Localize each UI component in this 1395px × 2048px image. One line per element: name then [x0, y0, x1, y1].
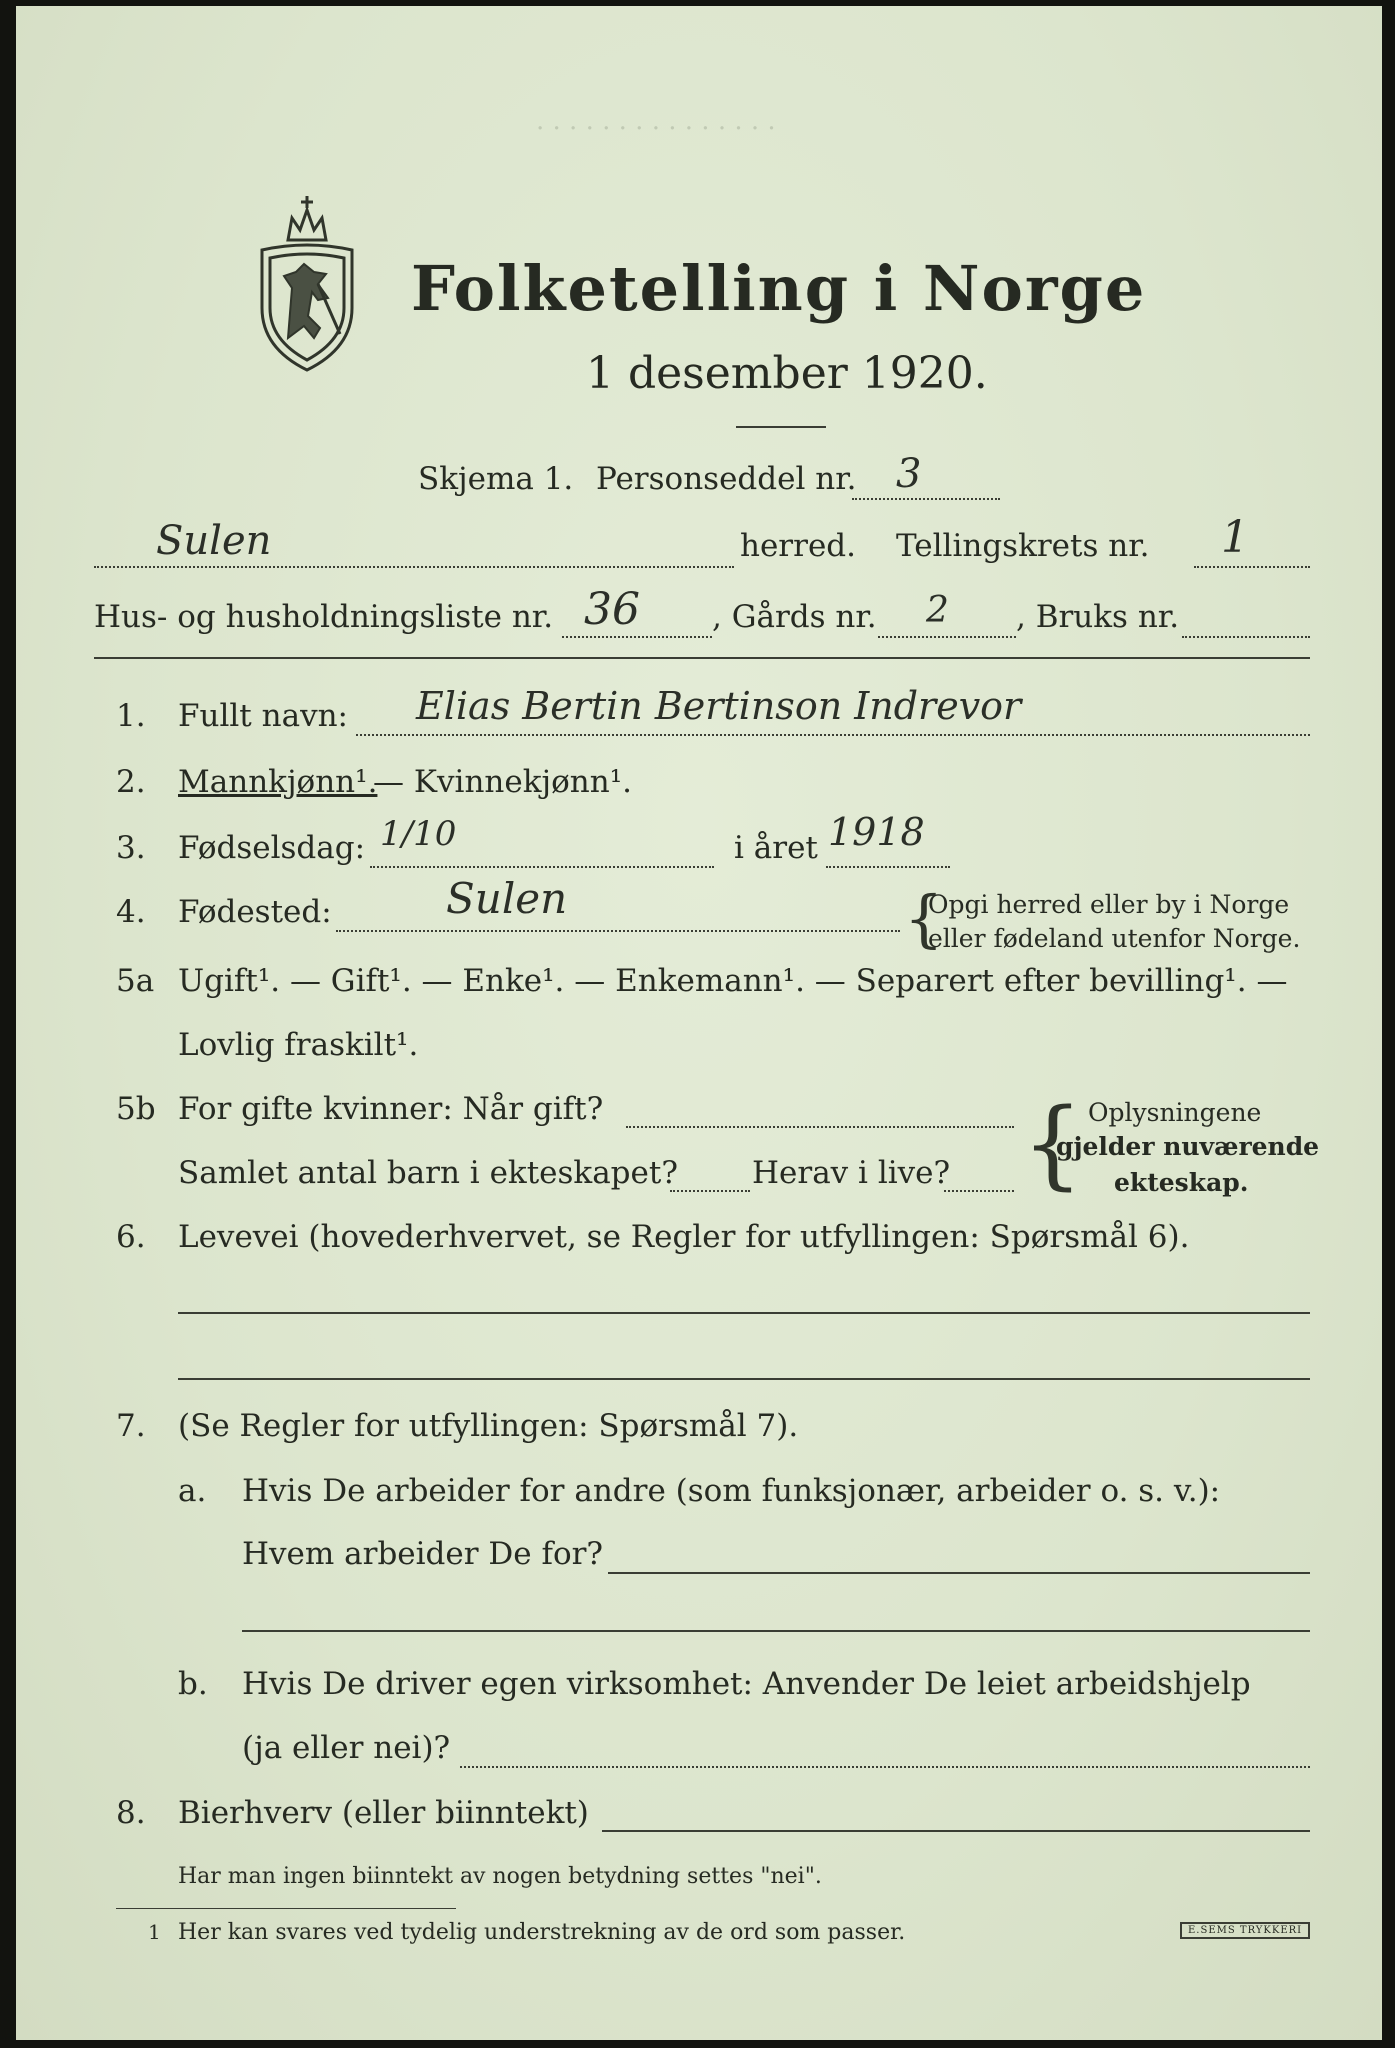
- q7b-number: b.: [178, 1666, 208, 1702]
- q6-answer-line2: [178, 1378, 1310, 1380]
- q8-number: 8.: [116, 1795, 146, 1831]
- q6-answer-line1: [178, 1312, 1310, 1314]
- q4-brace: {: [904, 882, 944, 955]
- herred-line: [94, 566, 734, 568]
- q6-text: Levevei (hovederhvervet, se Regler for utfyllingen: Spørsmål 6).: [178, 1219, 1190, 1255]
- q5b-brace: {: [1022, 1088, 1084, 1200]
- q5b-alive: Herav i live?: [752, 1155, 951, 1191]
- q6-number: 6.: [116, 1219, 146, 1255]
- q8-text: Bierhverv (eller biinntekt): [178, 1795, 589, 1831]
- gards-label: , Gårds nr.: [712, 599, 877, 635]
- q1-number: 1.: [116, 698, 146, 734]
- q1-label: Fullt navn:: [178, 698, 348, 734]
- q8-answer-line: [602, 1830, 1310, 1832]
- q5b-note-line1: Oplysningene: [1088, 1098, 1262, 1127]
- q3-year-line: [826, 866, 950, 868]
- footnote-number: 1: [148, 1920, 161, 1944]
- q7a-text: Hvis De arbeider for andre (som funksjonær, arbeider o. s. v.):: [242, 1473, 1221, 1509]
- personseddel-label: Personseddel nr.: [596, 461, 857, 497]
- q5a-options-cont: Lovlig fraskilt¹.: [178, 1027, 419, 1063]
- tellingskrets-label: Tellingskrets nr.: [896, 528, 1150, 564]
- header-divider: [94, 657, 1310, 659]
- gards-value: 2: [926, 590, 949, 631]
- herred-value: Sulen: [156, 518, 272, 564]
- q5b-children-line: [670, 1190, 750, 1192]
- q5a-options: Ugift¹. — Gift¹. — Enke¹. — Enkemann¹. — Separert efter bevilling¹. —: [178, 963, 1288, 999]
- q3-number: 3.: [116, 830, 146, 866]
- norway-coat-of-arms-icon: [248, 188, 366, 378]
- q5b-note-line3: ekteskap.: [1114, 1168, 1249, 1197]
- hus-line: [562, 636, 712, 638]
- q1-line: [356, 734, 1310, 736]
- form-date: 1 desember 1920.: [586, 348, 988, 399]
- q5b-married: For gifte kvinner: Når gift?: [178, 1091, 604, 1127]
- q4-label: Fødested:: [178, 894, 332, 930]
- printer-stamp: E.SEMS TRYKKERI: [1180, 1922, 1310, 1939]
- q7-number: 7.: [116, 1408, 146, 1444]
- footer-note: Har man ingen biinntekt av nogen betydning settes "nei".: [178, 1864, 822, 1889]
- q5b-children: Samlet antal barn i ekteskapet?: [178, 1155, 678, 1191]
- q3-label: Fødselsdag:: [178, 830, 366, 866]
- footnote-text: Her kan svares ved tydelig understrekning av de ord som passer.: [178, 1920, 906, 1945]
- q2-number: 2.: [116, 764, 146, 800]
- herred-label: herred.: [740, 528, 856, 564]
- q2-male: Mannkjønn¹.: [178, 764, 378, 800]
- bruks-line: [1182, 636, 1310, 638]
- q7b-text: Hvis De driver egen virksomhet: Anvender De leiet arbeidshjelp: [242, 1666, 1251, 1702]
- q7b-question: (ja eller nei)?: [242, 1730, 451, 1766]
- hus-value: 36: [584, 584, 640, 635]
- q5b-married-line: [626, 1126, 1014, 1128]
- q7a-question: Hvem arbeider De for?: [242, 1536, 604, 1572]
- title-divider: [736, 426, 826, 428]
- tellingskrets-line: [1194, 566, 1310, 568]
- footnote-divider: [116, 1908, 456, 1909]
- q4-value: Sulen: [446, 874, 568, 923]
- skjema-label: Skjema 1.: [418, 461, 574, 497]
- q5b-number: 5b: [116, 1091, 156, 1127]
- q4-number: 4.: [116, 894, 146, 930]
- q5a-number: 5a: [116, 963, 155, 999]
- q4-line: [336, 930, 900, 932]
- q7-text: (Se Regler for utfyllingen: Spørsmål 7).: [178, 1408, 799, 1444]
- q3-day: 1/10: [380, 814, 457, 854]
- q7a-answer-line2: [242, 1630, 1310, 1632]
- q3-year-label: i året: [734, 830, 818, 866]
- q4-note-line1: Opgi herred eller by i Norge: [928, 890, 1290, 919]
- q2-female: — Kvinnekjønn¹.: [373, 764, 632, 800]
- gards-line: [878, 636, 1016, 638]
- census-form: [16, 6, 1382, 2040]
- q1-value: Elias Bertin Bertinson Indrevor: [416, 684, 1022, 728]
- q5b-note-line2: gjelder nuværende: [1056, 1132, 1320, 1161]
- q7b-answer-line: [460, 1766, 1310, 1768]
- q7a-number: a.: [178, 1473, 207, 1509]
- personseddel-line: [852, 498, 1000, 500]
- tellingskrets-value: 1: [1221, 512, 1249, 563]
- q3-day-line: [370, 866, 714, 868]
- q3-year: 1918: [828, 810, 925, 854]
- bruks-label: , Bruks nr.: [1016, 599, 1180, 635]
- q5b-alive-line: [944, 1190, 1014, 1192]
- q7a-answer-line1: [608, 1572, 1310, 1574]
- personseddel-value: 3: [896, 451, 922, 497]
- hus-label: Hus- og husholdningsliste nr.: [94, 599, 554, 635]
- bleed-through: . . . . . . . . . . . . . . .: [536, 106, 776, 136]
- form-title: Folketelling i Norge: [411, 252, 1147, 325]
- q4-note-line2: eller fødeland utenfor Norge.: [928, 924, 1301, 953]
